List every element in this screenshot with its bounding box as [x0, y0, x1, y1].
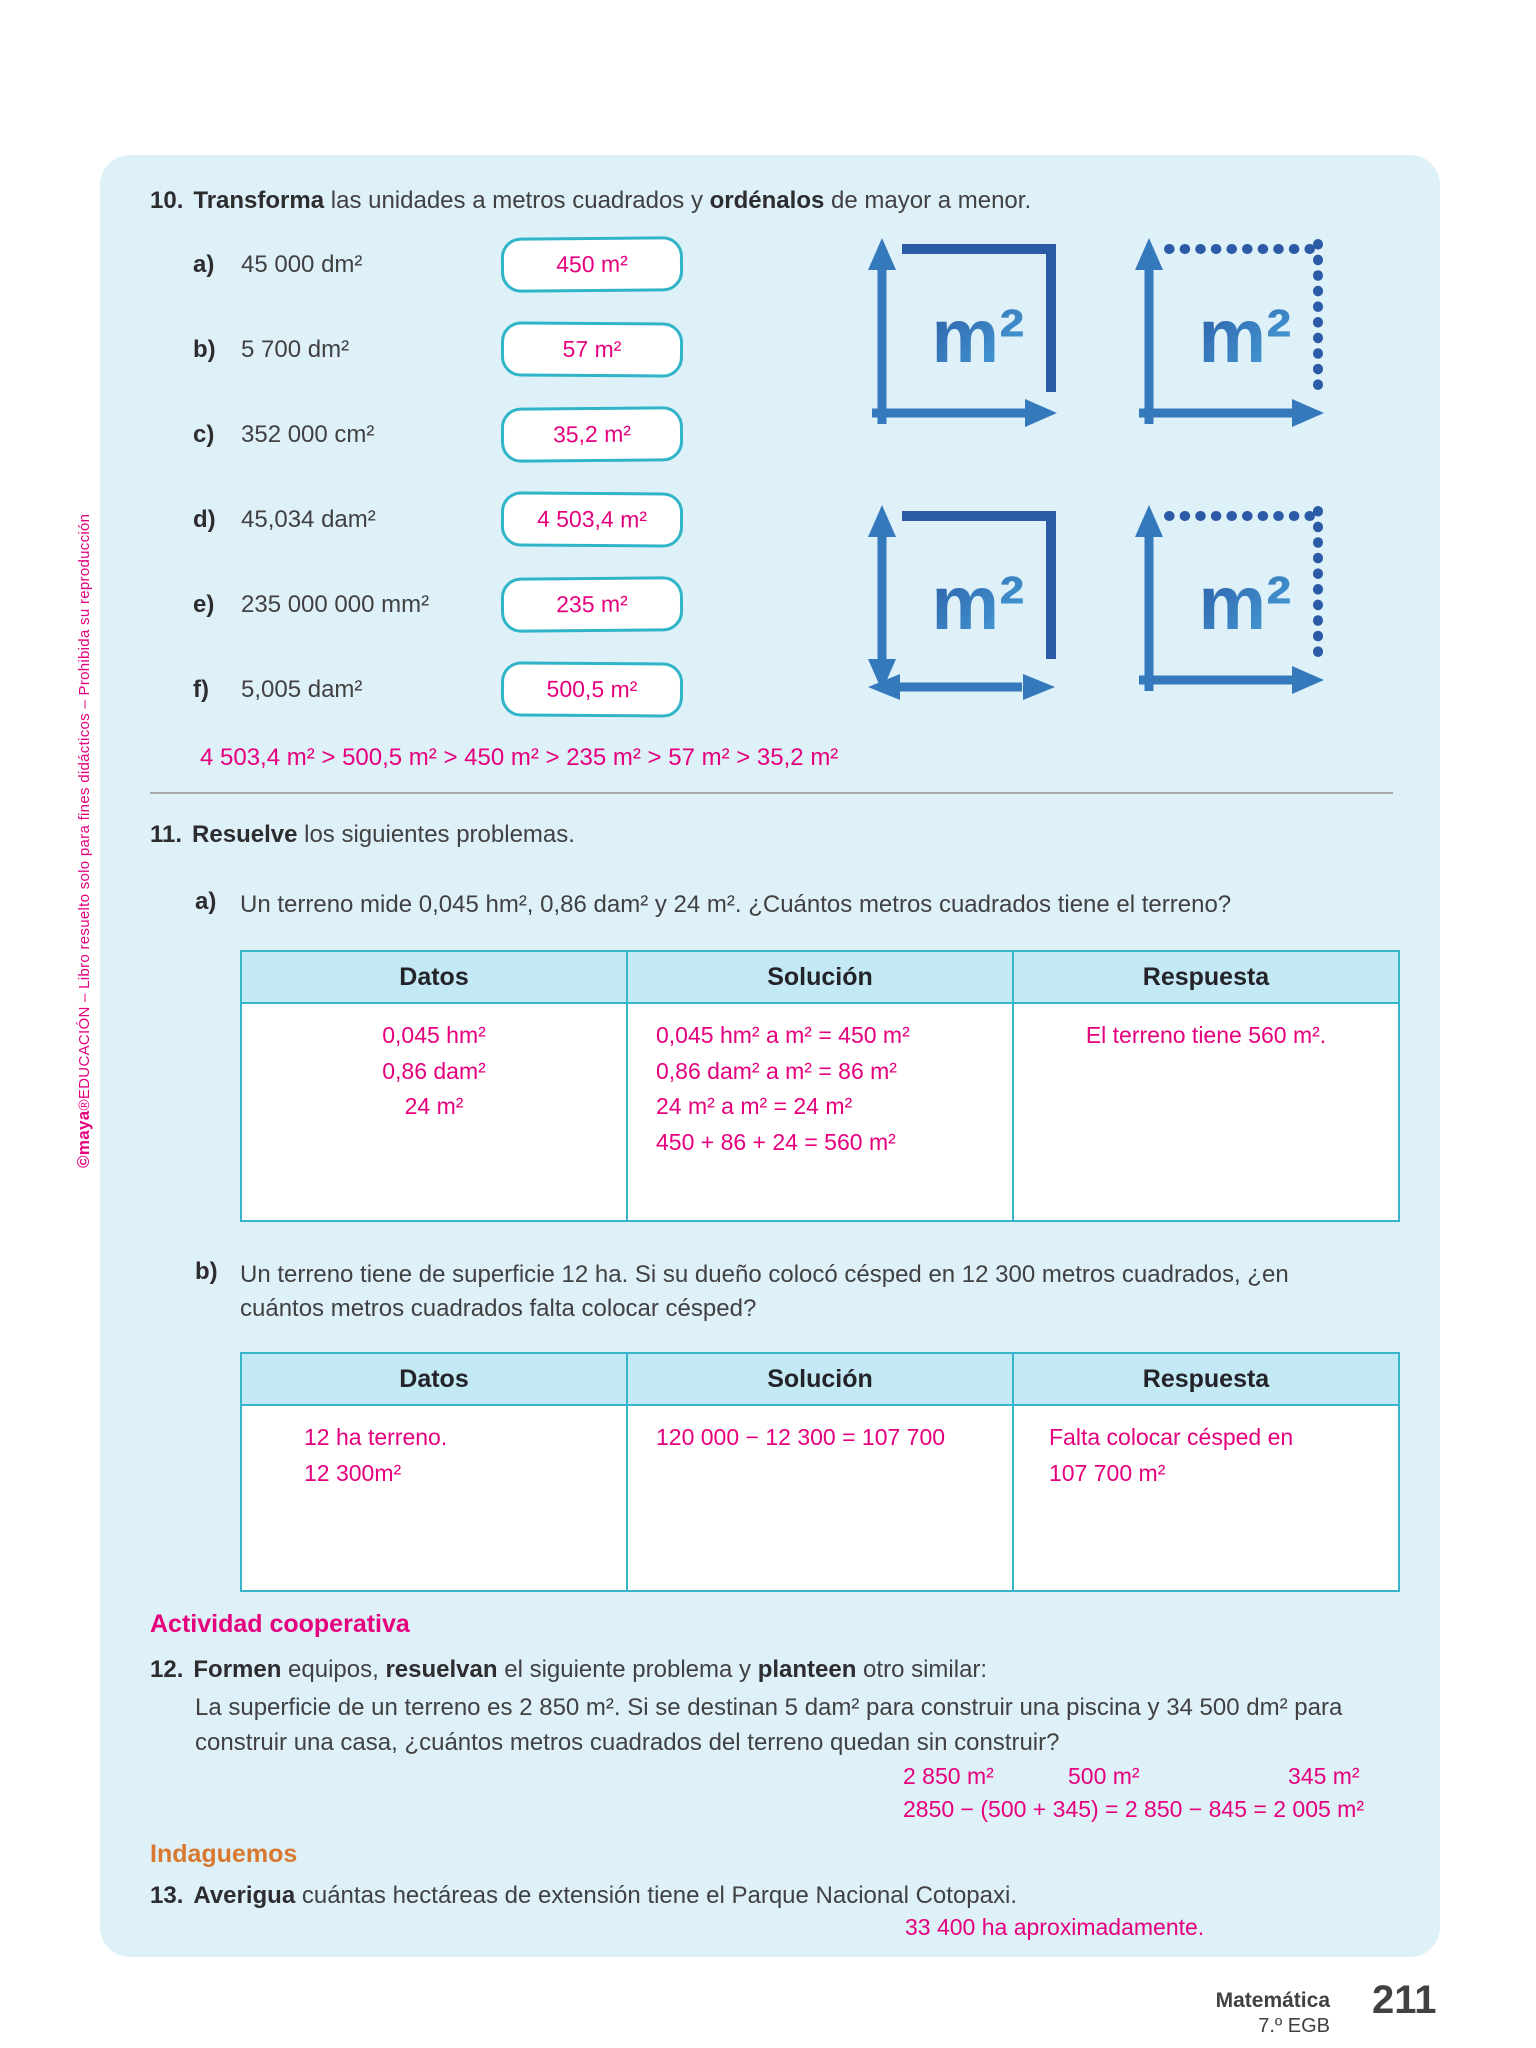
- solution-line: 450 + 86 + 24 = 560 m²: [656, 1128, 896, 1155]
- arrow-right-icon: [1025, 399, 1057, 427]
- arrow-up-icon: [868, 238, 896, 270]
- exercise11-heading: [150, 818, 575, 852]
- exercise12-verb1: Formen: [193, 1656, 282, 1683]
- work-value-3: 345 m²: [1288, 1763, 1360, 1789]
- solution-line: 0,86 dam² a m² = 86 m²: [656, 1057, 897, 1084]
- arrow-right-icon: [1292, 666, 1324, 694]
- exercise13-answer: 33 400 ha aproximadamente.: [905, 1914, 1205, 1940]
- arrow-up-icon: [868, 505, 896, 537]
- item-value: 45 000 dm²: [241, 250, 363, 278]
- answer-box: 57 m²: [501, 321, 683, 377]
- exercise10-text-end: de mayor a menor.: [824, 187, 1032, 214]
- question-b-label: b): [195, 1258, 218, 1285]
- exercise10-item-e: [193, 580, 853, 629]
- item-label: f): [193, 675, 209, 703]
- table-header-row: [241, 1353, 1399, 1405]
- exercise13-heading: [150, 1879, 1430, 1913]
- solution-table-11b: [240, 1352, 1400, 1592]
- square-meter-diagram-dotted: [1123, 232, 1328, 437]
- m2-label: m²: [931, 561, 1025, 646]
- header-respuesta: Respuesta: [1013, 1353, 1399, 1405]
- item-value: 235 000 000 mm²: [241, 590, 430, 618]
- publisher-brand: ®EDUCACIÓN: [76, 1006, 93, 1111]
- answer-box: 235 m²: [501, 576, 683, 633]
- answer-box: 500,5 m²: [501, 661, 683, 717]
- solucion-cell: [627, 1003, 1013, 1221]
- footer-subject-block: [1185, 1988, 1330, 2039]
- exercise10-item-c: [193, 410, 853, 459]
- inquiry-heading: Indaguemos: [150, 1840, 298, 1868]
- exercise10-heading: [150, 184, 1031, 218]
- exercise12-heading: [150, 1653, 1420, 1687]
- datos-line: 12 300m²: [304, 1459, 402, 1486]
- item-label: e): [193, 590, 215, 618]
- exercise10-text-mid: las unidades a metros cuadrados y: [324, 187, 710, 214]
- answer-box: 4 503,4 m²: [501, 491, 683, 547]
- datos-line: 0,86 dam²: [382, 1057, 486, 1084]
- square-meter-diagram-solid: [856, 232, 1061, 437]
- item-value: 5,005 dam²: [241, 675, 363, 703]
- respuesta-cell: [1013, 1003, 1399, 1221]
- exercise11-number: 11.: [150, 821, 183, 848]
- item-label: c): [193, 420, 215, 448]
- m2-label: m²: [931, 294, 1025, 379]
- arrow-right-icon: [1292, 399, 1324, 427]
- exercise10-item-b: [193, 325, 853, 374]
- m2-label: m²: [1198, 294, 1292, 379]
- exercise10-item-f: [193, 665, 853, 714]
- exercise10-item-d: [193, 495, 853, 544]
- copyright-text: – Libro resuelto solo para fines didácticos – Prohibida su reproducción: [76, 513, 93, 1007]
- respuesta-line: 107 700 m²: [1049, 1459, 1166, 1486]
- work-value-2: 500 m²: [1068, 1763, 1140, 1789]
- datos-cell: [241, 1405, 627, 1591]
- footer-grade: 7.º EGB: [1258, 2015, 1330, 2038]
- respuesta-line: El terreno tiene 560 m².: [1085, 1022, 1327, 1048]
- solution-line: 24 m² a m² = 24 m²: [656, 1093, 853, 1120]
- table-header-row: [241, 951, 1399, 1003]
- solucion-cell: [627, 1405, 1013, 1591]
- exercise10-verb: Transforma: [193, 187, 325, 214]
- exercise13-text: cuántas hectáreas de extensión tiene el Parque Nacional Cotopaxi.: [295, 1882, 1017, 1909]
- item-value: 352 000 cm²: [241, 420, 375, 448]
- answer-rule-line: [150, 792, 1393, 794]
- exercise10-verb2: ordénalos: [709, 187, 825, 214]
- square-meter-diagram-double-arrows: [856, 499, 1061, 704]
- m2-label: m²: [1198, 561, 1292, 646]
- item-label: b): [193, 335, 216, 363]
- header-solucion: Solución: [627, 951, 1013, 1003]
- exercise12-problem-text: La superficie de un terreno es 2 850 m². Si se destinan 5 dam² para construir una piscina y 34 500 dm² para construir una casa, ¿cuántos metros cuadrados del terreno quedan sin construir?: [195, 1694, 1343, 1756]
- exercise12-verb2: resuelvan: [385, 1656, 498, 1683]
- header-datos: Datos: [241, 1353, 627, 1405]
- exercise12-t1: equipos,: [281, 1656, 386, 1683]
- exercise10-number: 10.: [150, 187, 184, 214]
- solution-line: 0,045 hm² a m² = 450 m²: [656, 1022, 910, 1048]
- item-value: 45,034 dam²: [241, 505, 376, 533]
- arrow-up-icon: [1135, 238, 1163, 270]
- square-meter-diagram-dotted2: [1123, 499, 1328, 704]
- question-a-label: a): [195, 888, 217, 915]
- question-b-text: Un terreno tiene de superficie 12 ha. Si su dueño colocó césped en 12 300 metros cuadrados, ¿en cuántos metros cuadrados falta colocar césped?: [240, 1261, 1289, 1323]
- copyright-sidebar: [74, 514, 94, 1168]
- exercise13-verb: Averigua: [193, 1882, 296, 1909]
- header-datos: Datos: [241, 951, 627, 1003]
- question-a-text: Un terreno mide 0,045 hm², 0,86 dam² y 24 m². ¿Cuántos metros cuadrados tiene el terreno?: [240, 891, 1232, 918]
- solution-table-11a: [240, 950, 1400, 1222]
- answer-box: 35,2 m²: [501, 406, 683, 463]
- exercise10-item-a: [193, 240, 853, 289]
- header-respuesta: Respuesta: [1013, 951, 1399, 1003]
- respuesta-cell: [1013, 1405, 1399, 1591]
- table-body-row: [241, 1003, 1399, 1221]
- datos-cell: [241, 1003, 627, 1221]
- work-value-1: 2 850 m²: [903, 1763, 994, 1789]
- exercise11-verb: Resuelve: [192, 821, 298, 848]
- arrow-right-icon: [1023, 674, 1055, 700]
- publisher-logo: ©maya: [74, 1110, 93, 1168]
- solution-line: 120 000 − 12 300 = 107 700: [656, 1424, 946, 1450]
- arrow-up-icon: [1135, 505, 1163, 537]
- footer-subject: Matemática: [1215, 1989, 1330, 2012]
- answer-box: 450 m²: [501, 236, 683, 293]
- exercise10-items: [193, 240, 853, 714]
- exercise12-t2: el siguiente problema y: [497, 1656, 758, 1683]
- exercise11-text: los siguientes problemas.: [297, 821, 575, 848]
- table-body-row: [241, 1405, 1399, 1591]
- header-solucion: Solución: [627, 1353, 1013, 1405]
- ordering-answer: 4 503,4 m² > 500,5 m² > 450 m² > 235 m² > 57 m² > 35,2 m²: [200, 744, 839, 771]
- item-label: a): [193, 250, 215, 278]
- datos-line: 0,045 hm²: [382, 1022, 486, 1048]
- datos-line: 24 m²: [404, 1093, 464, 1120]
- area-diagrams: [856, 232, 1328, 704]
- exercise12-number: 12.: [150, 1656, 184, 1683]
- respuesta-line: Falta colocar césped en: [1049, 1424, 1294, 1450]
- item-label: d): [193, 505, 216, 533]
- datos-line: 12 ha terreno.: [304, 1424, 448, 1450]
- exercise13-number: 13.: [150, 1882, 184, 1909]
- item-value: 5 700 dm²: [241, 335, 350, 363]
- page-number: 211: [1372, 1978, 1437, 2022]
- cooperative-activity-heading: Actividad cooperativa: [150, 1610, 410, 1638]
- exercise12-verb3: planteen: [757, 1656, 857, 1683]
- exercise12-t3: otro similar:: [856, 1656, 988, 1683]
- work-equation: 2850 − (500 + 345) = 2 850 − 845 = 2 005 m²: [903, 1796, 1364, 1822]
